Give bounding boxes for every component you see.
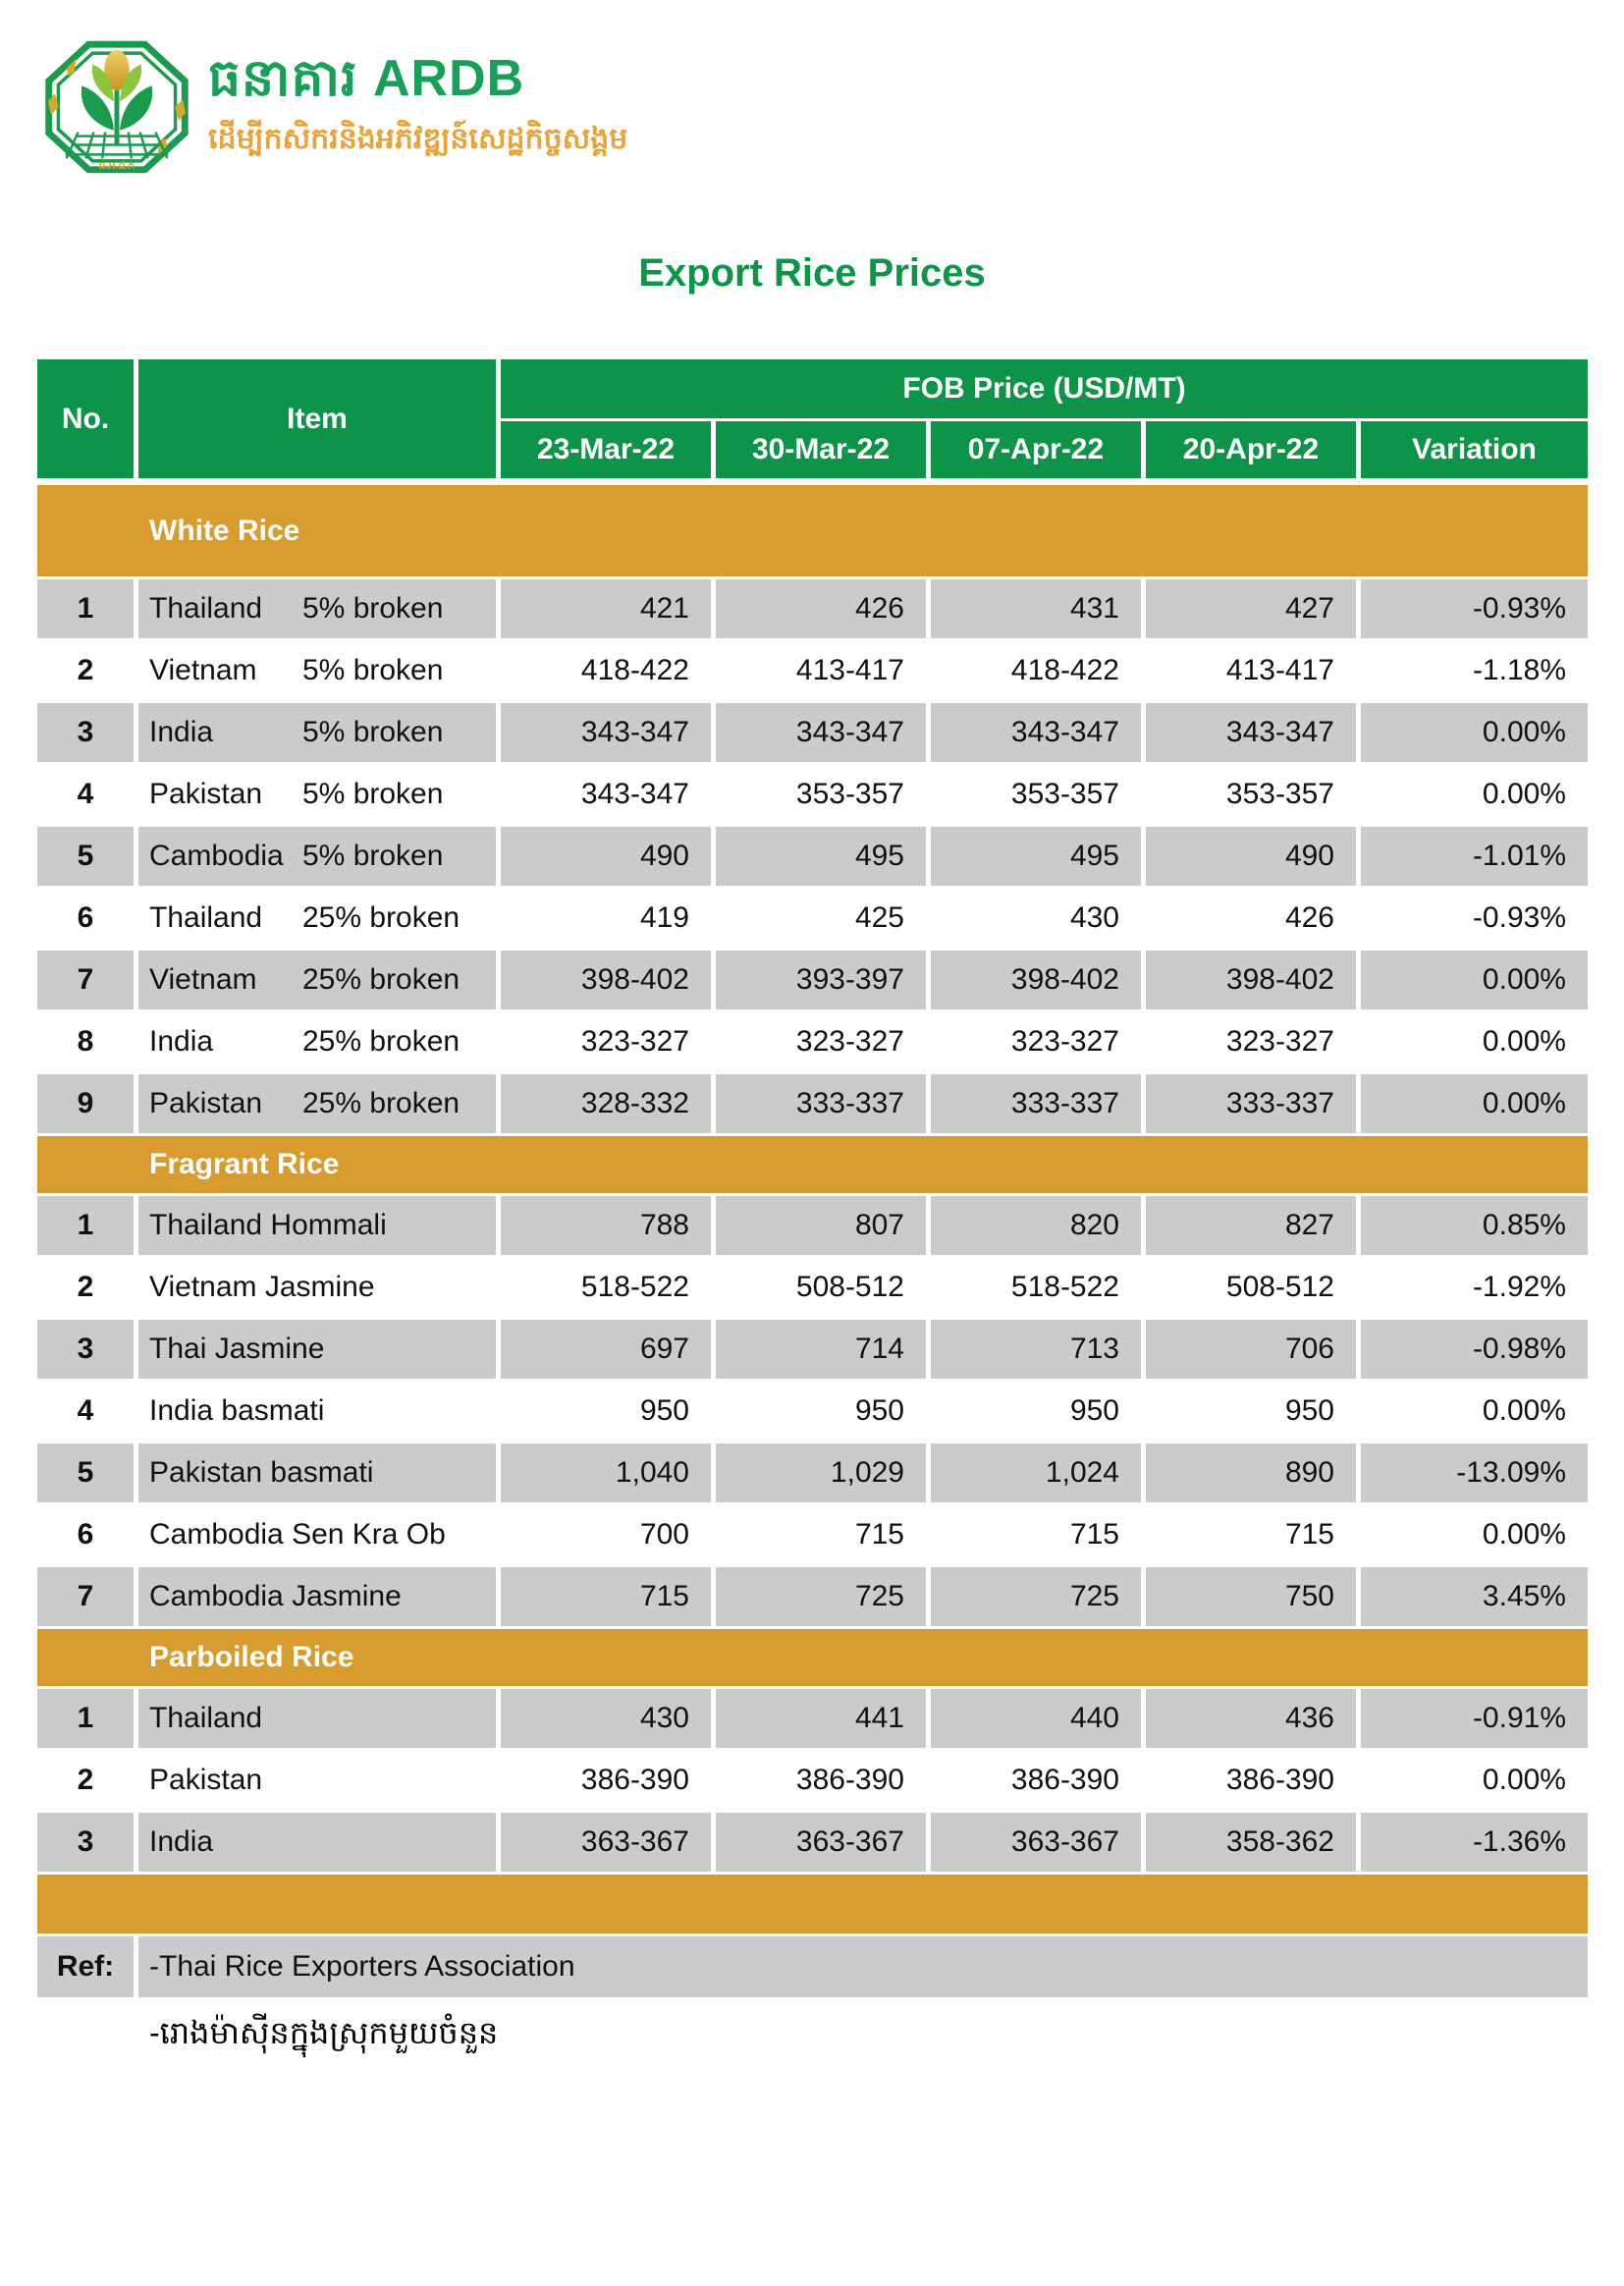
table-row: [37, 827, 1588, 886]
variation-cell: -0.98%: [1361, 1320, 1588, 1379]
price-cell-2: 714: [716, 1320, 926, 1379]
col-header-variation: Variation: [1361, 421, 1588, 478]
bank-name-khmer: ធនាគារ: [208, 50, 358, 107]
row-number-cell: 4: [77, 1394, 94, 1427]
item-country: India: [149, 716, 214, 748]
item-country: Thailand Hommali: [149, 1209, 387, 1241]
price-cell-3: 398-402: [931, 951, 1141, 1009]
price-cell-3: 430: [1069, 901, 1119, 934]
table-row: [37, 1443, 1588, 1502]
price-cell-2: 426: [716, 579, 926, 638]
col-header-date-2: 30-Mar-22: [716, 421, 926, 478]
price-cell-4: 436: [1146, 1689, 1356, 1748]
row-number-cell: 2: [77, 1271, 94, 1303]
variation-cell: -1.18%: [1472, 654, 1566, 686]
row-number-cell: 5: [37, 1443, 134, 1502]
row-number-cell: 6: [77, 1518, 94, 1551]
item-grade: 25% broken: [302, 963, 460, 996]
item-country: Vietnam Jasmine: [149, 1271, 375, 1303]
table-row: [37, 1382, 1588, 1441]
price-cell-1: 700: [639, 1518, 689, 1551]
item-grade: 5% broken: [302, 716, 444, 748]
price-cell-1: 1,040: [501, 1443, 711, 1502]
price-cell-1: 950: [639, 1394, 689, 1427]
price-cell-2: 950: [854, 1394, 904, 1427]
item-cell: [138, 1567, 496, 1626]
price-cell-1: 418-422: [580, 654, 689, 686]
price-cell-3: 440: [931, 1689, 1141, 1748]
item-country: India: [149, 1825, 214, 1858]
section-spacer-row: [37, 1875, 1588, 1933]
variation-cell: 0.00%: [1361, 951, 1588, 1009]
row-number-cell: 9: [37, 1074, 134, 1133]
price-cell-1: 788: [501, 1196, 711, 1255]
price-cell-2: 1,029: [716, 1443, 926, 1502]
price-cell-3: 1,024: [931, 1443, 1141, 1502]
item-cell: [138, 1196, 496, 1255]
item-cell: [138, 1320, 496, 1379]
price-cell-4: 386-390: [1225, 1764, 1334, 1796]
price-cell-3: 343-347: [931, 703, 1141, 762]
item-grade: 5% broken: [302, 840, 444, 872]
page-title: Export Rice Prices: [638, 251, 986, 295]
bank-tagline: ដើម្បីកសិករនិងអភិវឌ្ឍន៍សេដ្ឋកិច្ចសង្គម: [208, 123, 628, 155]
item-country: Vietnam: [149, 963, 257, 996]
section-header-row: Fragrant Rice: [37, 1136, 1588, 1193]
price-cell-3: 333-337: [931, 1074, 1141, 1133]
item-cell: [138, 1258, 496, 1317]
ardb-emblem-icon: [39, 35, 194, 179]
col-header-no: No.: [37, 359, 134, 478]
row-number-cell: 6: [77, 901, 94, 934]
item-cell: [138, 1074, 496, 1133]
item-cell: [138, 1505, 496, 1564]
table-row: [37, 1258, 1588, 1317]
ref-note-khmer: -រោងម៉ាស៊ីនក្នុងស្រុកមួយចំនួន: [149, 2015, 499, 2050]
item-cell: [138, 889, 496, 948]
price-cell-1: 363-367: [501, 1813, 711, 1872]
item-cell: [138, 765, 496, 824]
item-cell: [138, 579, 496, 638]
table-row: [37, 1813, 1588, 1872]
price-cell-4: 333-337: [1146, 1074, 1356, 1133]
price-cell-4: 706: [1146, 1320, 1356, 1379]
item-cell: [138, 951, 496, 1009]
price-cell-3: 820: [931, 1196, 1141, 1255]
row-number-cell: 3: [37, 1320, 134, 1379]
price-cell-2: 333-337: [716, 1074, 926, 1133]
variation-cell: 0.00%: [1361, 703, 1588, 762]
col-header-date-4: 20-Apr-22: [1146, 421, 1356, 478]
price-cell-4: 950: [1284, 1394, 1334, 1427]
price-cell-4: 427: [1146, 579, 1356, 638]
item-country: Cambodia Jasmine: [149, 1580, 402, 1612]
price-cell-3: 386-390: [1010, 1764, 1119, 1796]
variation-cell: 0.00%: [1361, 1074, 1588, 1133]
price-cell-3: 715: [1069, 1518, 1119, 1551]
date-header-row: [501, 421, 1588, 478]
price-cell-3: 725: [931, 1567, 1141, 1626]
price-cell-1: 697: [501, 1320, 711, 1379]
price-cell-4: 353-357: [1225, 778, 1334, 810]
price-cell-2: 343-347: [716, 703, 926, 762]
price-cell-4: 827: [1146, 1196, 1356, 1255]
item-country: Pakistan: [149, 778, 263, 810]
item-country: India: [149, 1025, 214, 1058]
variation-cell: 0.00%: [1482, 778, 1566, 810]
price-cell-3: 323-327: [1010, 1025, 1119, 1058]
section-header-row: Parboiled Rice: [37, 1629, 1588, 1686]
row-number-cell: 4: [77, 778, 94, 810]
price-cell-2: 725: [716, 1567, 926, 1626]
price-cell-3: 495: [931, 827, 1141, 886]
item-country: Thailand: [149, 592, 263, 625]
item-country: Pakistan basmati: [149, 1456, 374, 1489]
table-row: [37, 1320, 1588, 1379]
price-cell-4: 343-347: [1146, 703, 1356, 762]
item-country: Thai Jasmine: [149, 1333, 325, 1365]
item-grade: 25% broken: [302, 901, 460, 934]
variation-cell: 0.00%: [1482, 1518, 1566, 1551]
item-cell: [138, 1382, 496, 1441]
price-cell-4: 890: [1146, 1443, 1356, 1502]
price-cell-2: 495: [716, 827, 926, 886]
price-cell-2: 425: [854, 901, 904, 934]
item-grade: 25% broken: [302, 1087, 460, 1119]
price-cell-2: 413-417: [795, 654, 904, 686]
reference-row: [37, 1936, 1588, 1997]
brand-text: [208, 35, 627, 179]
item-cell: [138, 703, 496, 762]
price-cell-1: 323-327: [580, 1025, 689, 1058]
item-grade: 5% broken: [302, 654, 444, 686]
price-cell-4: 398-402: [1146, 951, 1356, 1009]
bank-name-latin: ARDB: [373, 50, 525, 107]
variation-cell: -13.09%: [1361, 1443, 1588, 1502]
price-cell-3: 353-357: [1010, 778, 1119, 810]
table-row: [37, 951, 1588, 1009]
price-cell-2: 386-390: [795, 1764, 904, 1796]
price-cell-1: 430: [501, 1689, 711, 1748]
item-grade: 5% broken: [302, 592, 444, 625]
ref-label: Ref:: [37, 1936, 134, 1997]
row-number-cell: 2: [77, 654, 94, 686]
row-number-cell: 1: [37, 1196, 134, 1255]
price-cell-3: 431: [931, 579, 1141, 638]
ref-source-text: -Thai Rice Exporters Association: [138, 1936, 1588, 1997]
price-cell-1: 343-347: [501, 703, 711, 762]
table-row: [37, 579, 1588, 638]
table-row: [37, 1689, 1588, 1748]
price-cell-1: 386-390: [580, 1764, 689, 1796]
item-cell: [138, 1012, 496, 1071]
table-row: [37, 641, 1588, 700]
variation-cell: 3.45%: [1361, 1567, 1588, 1626]
table-row: [37, 703, 1588, 762]
price-cell-4: 490: [1146, 827, 1356, 886]
price-cell-3: 518-522: [1010, 1271, 1119, 1303]
price-cell-1: 343-347: [580, 778, 689, 810]
price-cell-4: 508-512: [1225, 1271, 1334, 1303]
price-cell-2: 323-327: [795, 1025, 904, 1058]
row-number-cell: 5: [37, 827, 134, 886]
item-country: Cambodia Sen Kra Ob: [149, 1518, 446, 1551]
variation-cell: 0.00%: [1482, 1025, 1566, 1058]
table-row: [37, 765, 1588, 824]
item-country: Pakistan: [149, 1764, 263, 1796]
price-cell-3: 418-422: [1010, 654, 1119, 686]
row-number-cell: 3: [37, 703, 134, 762]
price-cell-2: 508-512: [795, 1271, 904, 1303]
table-row: [37, 1074, 1588, 1133]
table-row: [37, 1751, 1588, 1810]
section-header-row: White Rice: [37, 485, 1588, 576]
item-country: Cambodia: [149, 840, 284, 872]
table-row: [37, 1505, 1588, 1564]
price-cell-4: 750: [1146, 1567, 1356, 1626]
price-cell-4: 413-417: [1225, 654, 1334, 686]
variation-cell: -1.36%: [1361, 1813, 1588, 1872]
item-cell: [138, 827, 496, 886]
item-cell: [138, 1689, 496, 1748]
price-cell-4: 715: [1284, 1518, 1334, 1551]
table-row: [37, 1012, 1588, 1071]
table-row: [37, 889, 1588, 948]
price-cell-3: 363-367: [931, 1813, 1141, 1872]
item-cell: [138, 641, 496, 700]
item-country: Thailand: [149, 1702, 263, 1734]
price-cell-1: 398-402: [501, 951, 711, 1009]
row-number-cell: 8: [77, 1025, 94, 1058]
table-body: [37, 485, 1588, 1872]
variation-cell: -0.93%: [1361, 579, 1588, 638]
bank-name: [208, 50, 627, 107]
variation-cell: -0.93%: [1472, 901, 1566, 934]
item-cell: [138, 1443, 496, 1502]
row-number-cell: 2: [77, 1764, 94, 1796]
price-cell-1: 715: [501, 1567, 711, 1626]
price-cell-1: 328-332: [501, 1074, 711, 1133]
item-country: Thailand: [149, 901, 263, 934]
price-cell-1: 419: [639, 901, 689, 934]
price-cell-2: 715: [854, 1518, 904, 1551]
price-cell-2: 393-397: [716, 951, 926, 1009]
row-number-cell: 7: [37, 951, 134, 1009]
row-number-cell: 7: [37, 1567, 134, 1626]
row-number-cell: 1: [37, 1689, 134, 1748]
variation-cell: -1.92%: [1472, 1271, 1566, 1303]
variation-cell: 0.00%: [1482, 1764, 1566, 1796]
variation-cell: -1.01%: [1361, 827, 1588, 886]
price-cell-4: 426: [1284, 901, 1334, 934]
price-table: [37, 359, 1588, 1997]
table-header: [37, 359, 1588, 478]
row-number-cell: 1: [37, 579, 134, 638]
variation-cell: 0.00%: [1482, 1394, 1566, 1427]
col-header-fob-price: FOB Price (USD/MT): [501, 359, 1588, 418]
price-cell-2: 363-367: [716, 1813, 926, 1872]
price-cell-3: 713: [931, 1320, 1141, 1379]
item-cell: [138, 1751, 496, 1810]
item-grade: 25% broken: [302, 1025, 460, 1058]
price-cell-2: 441: [716, 1689, 926, 1748]
price-cell-1: 490: [501, 827, 711, 886]
item-grade: 5% broken: [302, 778, 444, 810]
price-cell-4: 358-362: [1146, 1813, 1356, 1872]
col-header-date-1: 23-Mar-22: [501, 421, 711, 478]
variation-cell: 0.85%: [1361, 1196, 1588, 1255]
price-cell-2: 353-357: [795, 778, 904, 810]
col-header-item: Item: [138, 359, 496, 478]
header-brand: [39, 35, 627, 179]
price-cell-4: 323-327: [1225, 1025, 1334, 1058]
item-country: Pakistan: [149, 1087, 263, 1119]
table-row: [37, 1196, 1588, 1255]
price-cell-1: 518-522: [580, 1271, 689, 1303]
item-cell: [138, 1813, 496, 1872]
price-cell-2: 807: [716, 1196, 926, 1255]
item-country: Vietnam: [149, 654, 257, 686]
price-cell-3: 950: [1069, 1394, 1119, 1427]
row-number-cell: 3: [37, 1813, 134, 1872]
item-country: India basmati: [149, 1394, 325, 1427]
table-row: [37, 1567, 1588, 1626]
variation-cell: -0.91%: [1361, 1689, 1588, 1748]
price-cell-1: 421: [501, 579, 711, 638]
col-header-date-3: 07-Apr-22: [931, 421, 1141, 478]
logo-abbr-text: ធ.អ.ជ.ក: [98, 160, 135, 173]
logo-stem: [115, 83, 120, 145]
